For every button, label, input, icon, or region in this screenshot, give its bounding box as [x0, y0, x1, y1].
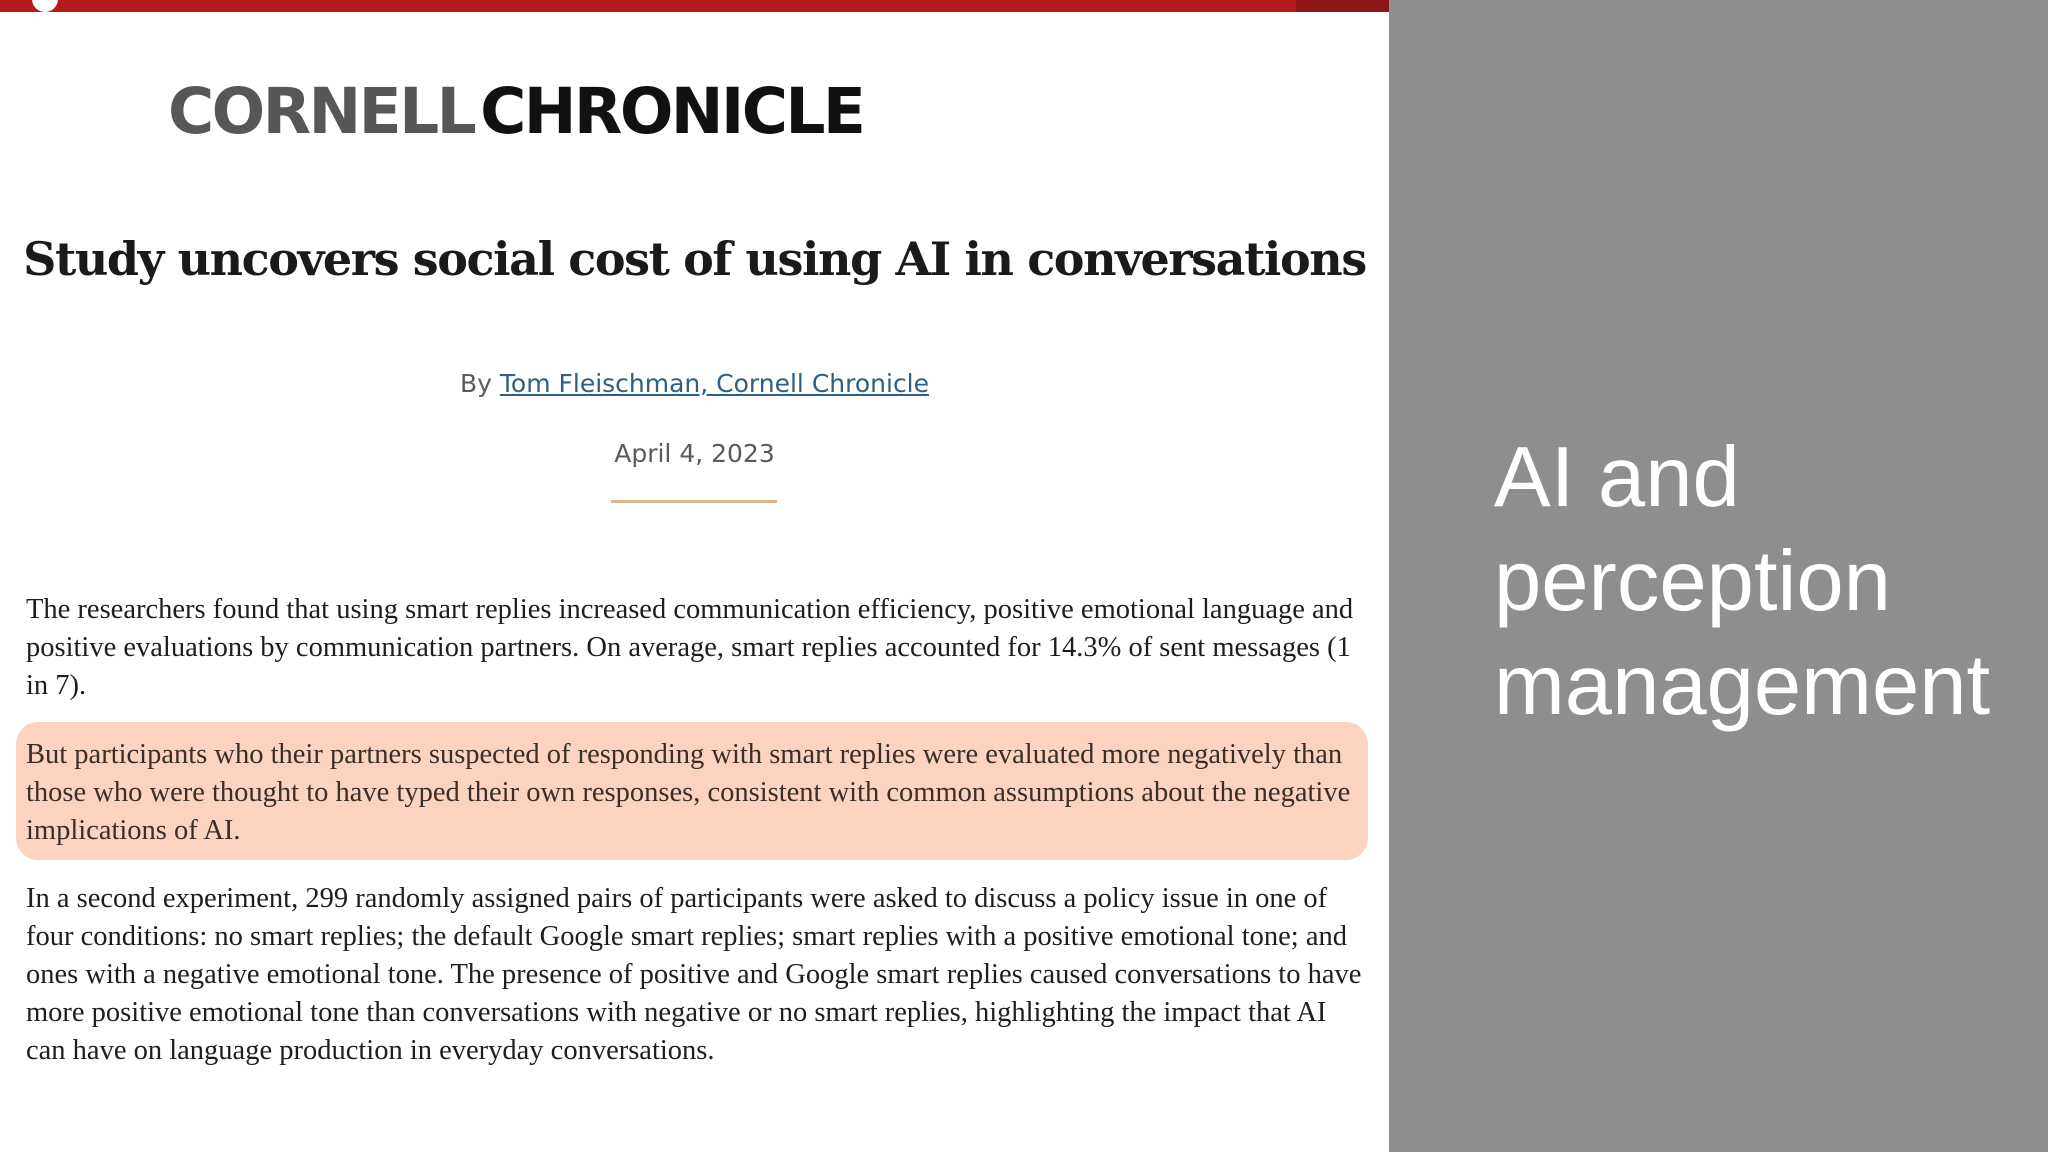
side-title-line-3: management	[1494, 638, 1991, 733]
cornell-seal-icon	[32, 0, 58, 12]
side-panel-title	[1494, 426, 2034, 738]
header-divider	[611, 500, 777, 503]
article-headline: Study uncovers social cost of using AI in conversations	[23, 232, 1366, 286]
top-bar-accent	[1296, 0, 1389, 12]
masthead-word-cornell: CORNELL	[168, 75, 475, 148]
side-title-line-2: perception	[1494, 534, 1891, 629]
publish-date: April 4, 2023	[614, 439, 775, 468]
side-title-line-1: AI and	[1494, 430, 1740, 525]
site-masthead[interactable]	[168, 72, 863, 152]
article-paragraph-1: The researchers found that using smart replies increased communication efficiency, positive emotional language and positive evaluations by communication partners. On average, smart replies accounted for 14.3% of sent messages (1 in 7).	[26, 594, 1354, 701]
author-link[interactable]: Tom Fleischman, Cornell Chronicle	[499, 369, 930, 398]
article-paragraph-3: In a second experiment, 299 randomly assigned pairs of participants were asked to discuss a policy issue in one of four conditions: no smart replies; the default Google smart replies; smart replies with a positive emotional tone; and ones with a negative emotional tone. The presence of positive and Google smart replies caused conversations to have more positive emotional tone than conversations with negative or no smart replies, highlighting the impact that AI can have on language production in everyday conversations.	[26, 883, 1362, 1066]
article-paragraph-2-highlighted: But participants who their partners suspected of responding with smart replies were evaluated more negatively than those who were thought to have typed their own responses, consistent with common assumptions about the negative implications of AI.	[26, 739, 1351, 846]
masthead-word-chronicle: CHRONICLE	[480, 75, 864, 148]
top-brand-bar	[0, 0, 1389, 12]
byline-prefix: By	[459, 369, 492, 398]
article-byline	[0, 364, 1389, 404]
